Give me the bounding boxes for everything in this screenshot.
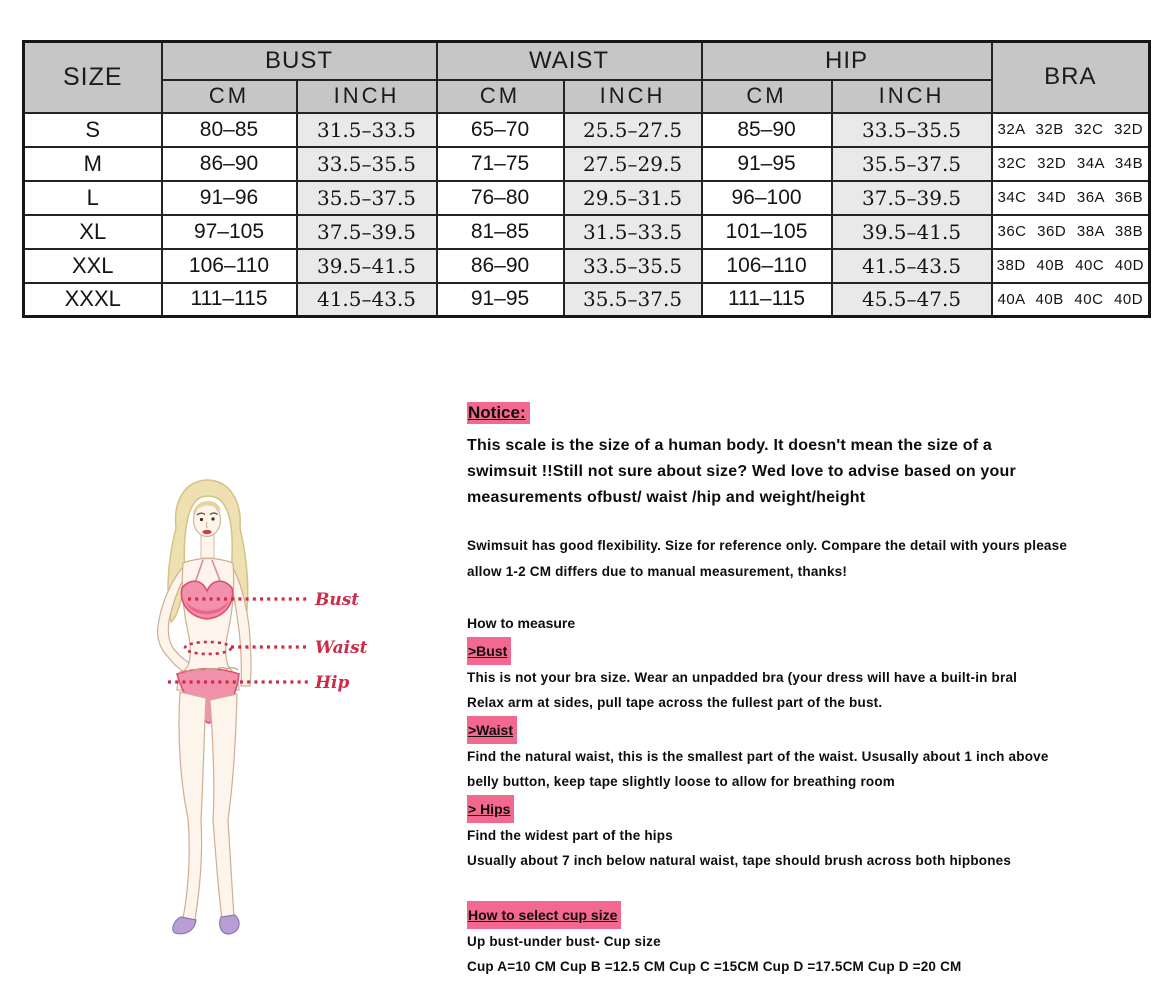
bust-cm-cell: 91–96 xyxy=(162,181,297,215)
bust-cm-cell: 97–105 xyxy=(162,215,297,249)
table-row xyxy=(24,181,1150,215)
notice-line: This scale is the size of a human body. It doesn't mean the size of a xyxy=(467,437,992,454)
hip-cm-cell: 91–95 xyxy=(702,147,832,181)
waist-cm-cell: 86–90 xyxy=(437,249,564,283)
figure-right-shoe xyxy=(220,915,239,934)
size-table xyxy=(22,40,1151,318)
column-header-bra: BRA xyxy=(992,42,1150,113)
table-row xyxy=(24,113,1150,147)
figure-left-leg xyxy=(179,692,206,920)
size-cell: S xyxy=(24,113,162,147)
notice-line: measurements ofbust/ waist /hip and weight/height xyxy=(467,489,866,506)
bra-cell: 34C 34D 36A 36B xyxy=(992,181,1150,215)
hips-heading: > Hips xyxy=(467,795,514,823)
bust-cm-cell: 80–85 xyxy=(162,113,297,147)
cup-size-heading: How to select cup size xyxy=(467,901,621,929)
bust-cm-cell: 86–90 xyxy=(162,147,297,181)
bust-inch-cell: 35.5–37.5 xyxy=(297,181,437,215)
subheader-hip-cm: CM xyxy=(702,80,832,113)
notice-heading: Notice: xyxy=(467,402,530,424)
hip-inch-cell: 39.5–41.5 xyxy=(832,215,992,249)
subheader-bust-cm: CM xyxy=(162,80,297,113)
bust-figure-label: Bust xyxy=(315,590,360,610)
bra-cell: 36C 36D 38A 38B xyxy=(992,215,1150,249)
waist-instruction-line: Find the natural waist, this is the smallest part of the waist. Ususally about 1 inch above xyxy=(467,749,1049,764)
figure-right-leg xyxy=(210,694,237,920)
table-header-row xyxy=(24,42,1150,80)
body-measurement-figure xyxy=(140,468,470,958)
waist-heading: >Waist xyxy=(467,716,517,744)
bust-cm-cell: 106–110 xyxy=(162,249,297,283)
waist-inch-cell: 25.5–27.5 xyxy=(564,113,702,147)
hip-cm-cell: 101–105 xyxy=(702,215,832,249)
waist-cm-cell: 81–85 xyxy=(437,215,564,249)
waist-inch-cell: 33.5–35.5 xyxy=(564,249,702,283)
hip-inch-cell: 33.5–35.5 xyxy=(832,113,992,147)
bust-instruction-line: Relax arm at sides, pull tape across the fullest part of the bust. xyxy=(467,695,883,710)
subheader-waist-cm: CM xyxy=(437,80,564,113)
size-cell: L xyxy=(24,181,162,215)
bra-cell: 32C 32D 34A 34B xyxy=(992,147,1150,181)
notice-section xyxy=(467,402,1127,979)
hips-instruction-line: Find the widest part of the hips xyxy=(467,828,673,843)
size-cell: M xyxy=(24,147,162,181)
waist-inch-cell: 31.5–33.5 xyxy=(564,215,702,249)
bra-cell: 40A 40B 40C 40D xyxy=(992,283,1150,317)
bust-inch-cell: 41.5–43.5 xyxy=(297,283,437,317)
column-header-hip: HIP xyxy=(702,42,992,80)
figure-lips xyxy=(202,530,211,534)
hip-cm-cell: 106–110 xyxy=(702,249,832,283)
notice-line: swimsuit !!Still not sure about size? Wed love to advise based on your xyxy=(467,463,1016,480)
waist-inch-cell: 27.5–29.5 xyxy=(564,147,702,181)
bust-inch-cell: 31.5–33.5 xyxy=(297,113,437,147)
waist-figure-label: Waist xyxy=(315,638,368,658)
waist-inch-cell: 29.5–31.5 xyxy=(564,181,702,215)
column-header-bust: BUST xyxy=(162,42,437,80)
hip-inch-cell: 41.5–43.5 xyxy=(832,249,992,283)
flexibility-line: allow 1-2 CM differs due to manual measurement, thanks! xyxy=(467,564,848,579)
subheader-waist-inch: INCH xyxy=(564,80,702,113)
size-cell: XXXL xyxy=(24,283,162,317)
bust-inch-cell: 33.5–35.5 xyxy=(297,147,437,181)
waist-cm-cell: 76–80 xyxy=(437,181,564,215)
measurement-figure-section xyxy=(140,468,470,958)
waist-instruction-line: belly button, keep tape slightly loose to allow for breathing room xyxy=(467,774,895,789)
bra-cell: 38D 40B 40C 40D xyxy=(992,249,1150,283)
column-header-size: SIZE xyxy=(24,42,162,113)
how-to-measure-heading: How to measure xyxy=(467,615,576,631)
subheader-hip-inch: INCH xyxy=(832,80,992,113)
bust-instruction-line: This is not your bra size. Wear an unpadded bra (your dress will have a built-in bral xyxy=(467,670,1018,685)
bra-cell: 32A 32B 32C 32D xyxy=(992,113,1150,147)
column-header-waist: WAIST xyxy=(437,42,702,80)
waist-cm-cell: 91–95 xyxy=(437,283,564,317)
hip-cm-cell: 111–115 xyxy=(702,283,832,317)
table-row xyxy=(24,215,1150,249)
hip-inch-cell: 35.5–37.5 xyxy=(832,147,992,181)
waist-inch-cell: 35.5–37.5 xyxy=(564,283,702,317)
subheader-bust-inch: INCH xyxy=(297,80,437,113)
hip-cm-cell: 85–90 xyxy=(702,113,832,147)
table-row xyxy=(24,249,1150,283)
table-row xyxy=(24,283,1150,317)
flexibility-line: Swimsuit has good flexibility. Size for reference only. Compare the detail with yours please xyxy=(467,538,1068,553)
table-row xyxy=(24,147,1150,181)
bust-heading: >Bust xyxy=(467,637,511,665)
hip-inch-cell: 45.5–47.5 xyxy=(832,283,992,317)
bust-cm-cell: 111–115 xyxy=(162,283,297,317)
size-table-section xyxy=(22,40,1151,318)
figure-left-shoe xyxy=(173,917,196,934)
hips-instruction-line: Usually about 7 inch below natural waist, tape should brush across both hipbones xyxy=(467,853,1012,868)
cup-size-subline: Up bust-under bust- Cup size xyxy=(467,934,661,949)
hip-figure-label: Hip xyxy=(315,673,350,693)
size-cell: XL xyxy=(24,215,162,249)
figure-eye-right xyxy=(211,517,214,520)
waist-cm-cell: 65–70 xyxy=(437,113,564,147)
waist-cm-cell: 71–75 xyxy=(437,147,564,181)
figure-eye-left xyxy=(200,518,203,521)
size-cell: XXL xyxy=(24,249,162,283)
cup-size-values: Cup A=10 CM Cup B =12.5 CM Cup C =15CM Cup D =17.5CM Cup D =20 CM xyxy=(467,959,962,974)
hip-cm-cell: 96–100 xyxy=(702,181,832,215)
bust-inch-cell: 39.5–41.5 xyxy=(297,249,437,283)
hip-inch-cell: 37.5–39.5 xyxy=(832,181,992,215)
table-subheader-row xyxy=(24,80,1150,113)
bust-inch-cell: 37.5–39.5 xyxy=(297,215,437,249)
